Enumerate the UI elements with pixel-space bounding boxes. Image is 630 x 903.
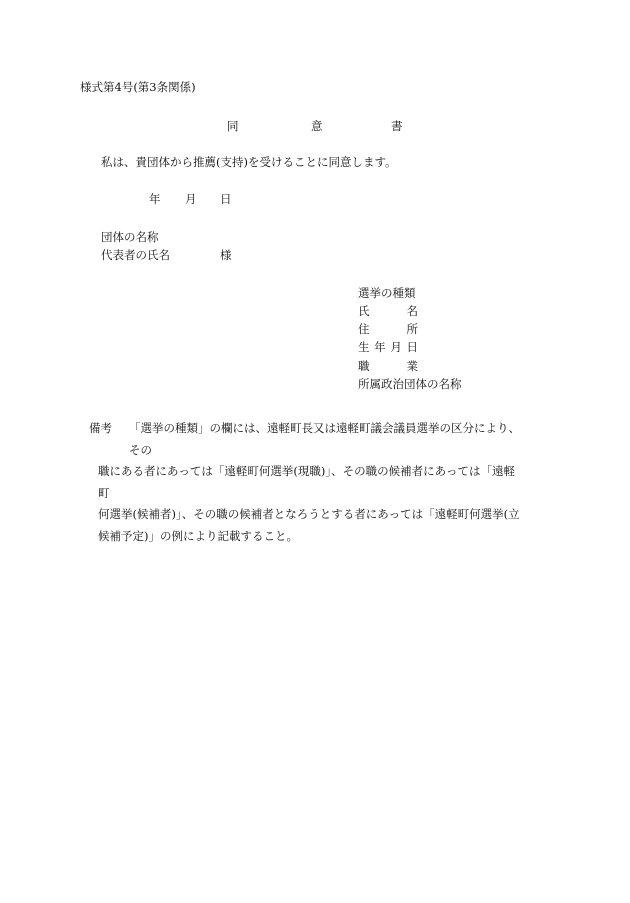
honorific-sama: 様 xyxy=(220,248,232,262)
date-day-label: 日 xyxy=(220,192,232,206)
representative-name-label: 代表者の氏名 xyxy=(101,248,170,262)
remarks-label: 備考 xyxy=(89,421,112,435)
signer-occupation-char-1: 職 xyxy=(358,359,370,373)
signer-name-char-2: 名 xyxy=(406,304,418,318)
remarks-line-2: 職にある者にあっては「遠軽町何選挙(現職)」、その職の候補者にあっては「遠軽町 xyxy=(98,464,515,500)
form-number: 様式第4号(第3条関係) xyxy=(80,80,196,94)
political-party-label: 所属政治団体の名称 xyxy=(358,377,462,391)
signer-address-char-2: 所 xyxy=(406,322,418,336)
remarks-line-4: 候補予定)」の例により記載すること。 xyxy=(98,528,298,543)
signer-birthdate-label xyxy=(358,342,418,354)
signer-occupation-label xyxy=(358,361,418,373)
election-type-label: 選挙の種類 xyxy=(358,286,416,300)
date-year-label: 年 xyxy=(149,192,161,206)
signer-birthdate-char-2: 年 xyxy=(374,340,386,354)
title-char-2: 意 xyxy=(311,119,323,133)
signer-birthdate-char-1: 生 xyxy=(358,340,370,354)
signer-name-char-1: 氏 xyxy=(358,304,370,318)
signer-address-label xyxy=(358,324,418,336)
signer-occupation-char-2: 業 xyxy=(406,359,418,373)
title-char-1: 同 xyxy=(227,119,239,133)
date-month-label: 月 xyxy=(185,192,197,206)
signer-birthdate-char-4: 日 xyxy=(406,340,418,354)
signer-birthdate-char-3: 月 xyxy=(390,340,402,354)
remarks-line-1: 「選挙の種類」の欄には、遠軽町長又は遠軽町議会議員選挙の区分により、その xyxy=(129,421,520,457)
remarks-line-3: 何選挙(候補者)」、その職の候補者となろうとする者にあっては「遠軽町何選挙(立 xyxy=(98,507,520,521)
remarks-body xyxy=(98,418,526,547)
org-name-label: 団体の名称 xyxy=(101,230,159,244)
consent-statement: 私は、貴団体から推薦(支持)を受けることに同意します。 xyxy=(101,155,397,169)
signer-address-char-1: 住 xyxy=(358,322,370,336)
document-title xyxy=(227,121,403,133)
signer-name-label xyxy=(358,306,418,318)
title-char-3: 書 xyxy=(391,119,403,133)
